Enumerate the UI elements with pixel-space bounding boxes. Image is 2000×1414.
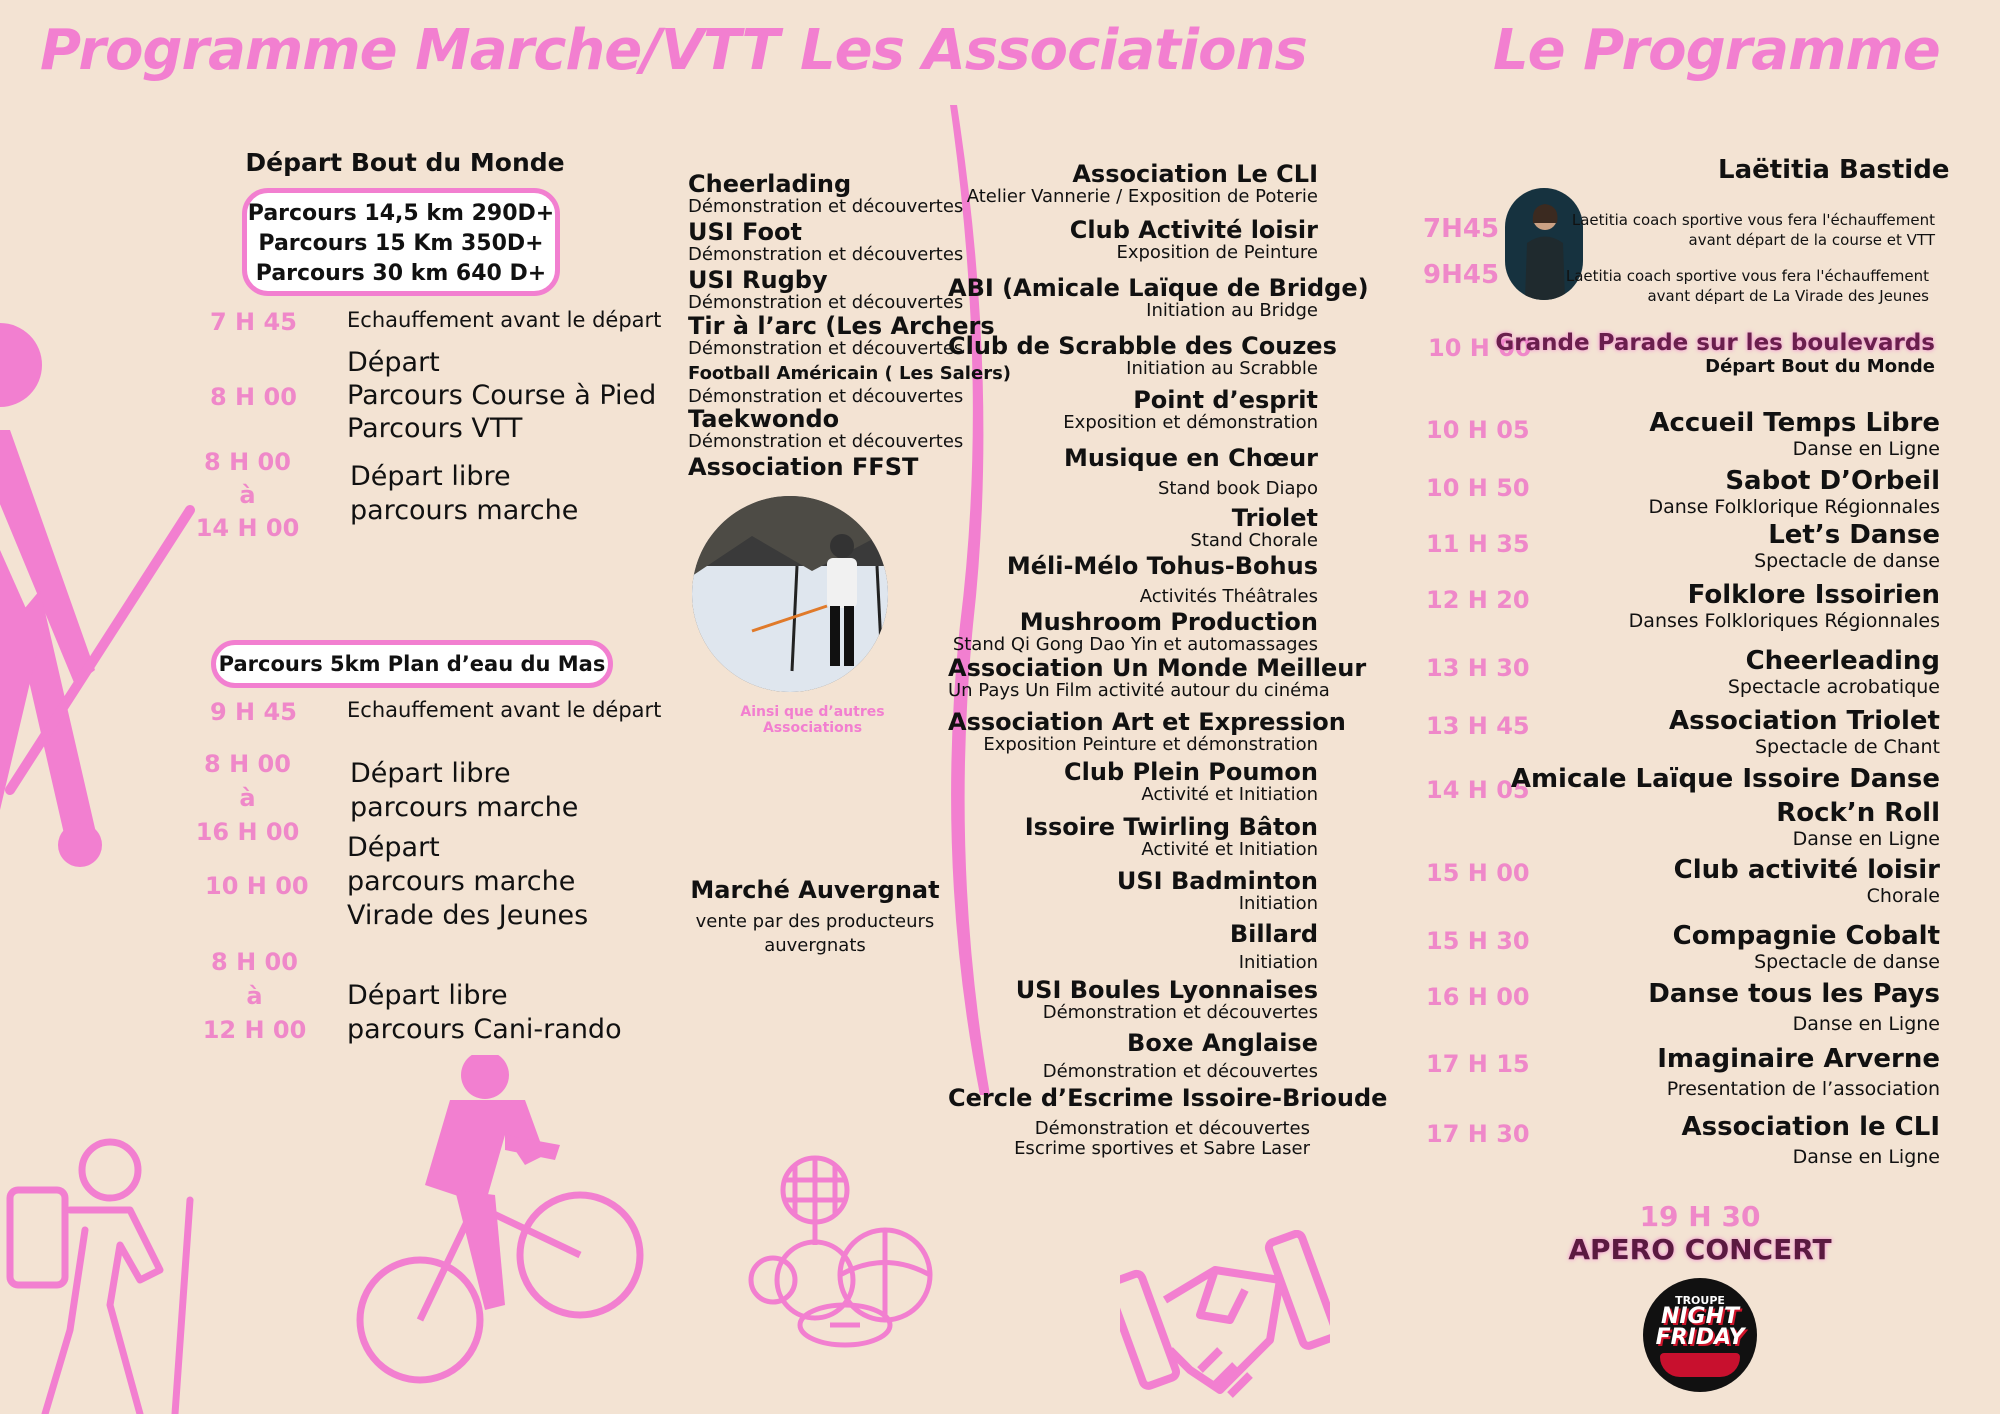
parade-sub: Départ Bout du Monde xyxy=(1705,356,1935,377)
assoc-desc: Initiation au Scrabble xyxy=(1126,358,1318,379)
schedule-line: Départ xyxy=(347,347,440,378)
time-range xyxy=(195,446,300,545)
title-programme-marche: Programme Marche/VTT xyxy=(40,18,779,83)
marche-auvergnat-title: Marché Auvergnat xyxy=(690,876,940,904)
programme-time: 12 H 20 xyxy=(1426,586,1530,614)
assoc-item xyxy=(948,1030,1318,1085)
assoc-item xyxy=(948,387,1318,445)
assoc-item xyxy=(948,217,1318,275)
schedule-line: Départ libre xyxy=(350,758,511,789)
programme-item xyxy=(1424,764,1940,857)
programme-time: 13 H 45 xyxy=(1426,712,1530,740)
programme-name: Club activité loisir xyxy=(1673,855,1940,885)
apero-title: APERO CONCERT xyxy=(1568,1233,1832,1266)
programme-item xyxy=(1424,706,1940,764)
time-line: à xyxy=(239,481,256,509)
programme-name: Rock’n Roll xyxy=(1776,798,1940,828)
assoc-name: ABI (Amicale Laïque de Bridge) xyxy=(948,274,1369,302)
handshake-icon xyxy=(1120,1230,1330,1414)
time-range xyxy=(202,945,307,1047)
title-le-programme: Le Programme xyxy=(1493,18,1940,83)
cyclist-icon xyxy=(355,1055,655,1395)
assoc-desc: Stand Qi Gong Dao Yin et automassages xyxy=(952,634,1318,655)
programme-item xyxy=(1424,466,1940,524)
programme-item xyxy=(1424,520,1940,584)
programme-name: Compagnie Cobalt xyxy=(1672,921,1940,951)
logo-text: NIGHT xyxy=(1660,1304,1740,1329)
assoc-item xyxy=(948,553,1318,609)
coach-name: Laëtitia Bastide xyxy=(1718,155,1950,185)
assoc-desc: Initiation xyxy=(1238,893,1318,914)
assoc-item xyxy=(948,505,1318,553)
programme-name: Folklore Issoirien xyxy=(1687,580,1940,610)
assoc-desc: Initiation au Bridge xyxy=(1146,300,1318,321)
assoc-desc: Démonstration et découvertes xyxy=(688,431,964,452)
schedule-text xyxy=(350,757,578,825)
programme-time: 13 H 30 xyxy=(1426,654,1530,682)
assoc-desc: Exposition et démonstration xyxy=(1063,412,1318,433)
programme-item xyxy=(1424,408,1940,466)
time-line: à xyxy=(239,784,256,812)
parcours-line: Parcours 14,5 km 290D+ xyxy=(247,201,555,226)
assoc-desc: Stand Chorale xyxy=(1190,530,1318,551)
hiker-outline-icon xyxy=(0,1130,200,1414)
time-label: 9 H 45 xyxy=(210,698,297,726)
schedule-text xyxy=(347,346,656,445)
assoc-desc: Activité et Initiation xyxy=(1141,839,1318,860)
programme-name: Sabot D’Orbeil xyxy=(1725,466,1940,496)
assoc-name: Tir à l’arc (Les Archers xyxy=(688,312,995,340)
assoc-name: Club de Scrabble des Couzes xyxy=(948,332,1337,360)
coach-line: avant départ de la course et VTT xyxy=(1688,231,1935,249)
marche-auvergnat xyxy=(690,876,940,958)
time-line: 8 H 00 xyxy=(211,948,298,976)
assoc-name: Triolet xyxy=(1231,504,1318,532)
programme-desc: Danse Folklorique Régionnales xyxy=(1648,496,1940,518)
assoc-name: Association Art et Expression xyxy=(948,708,1346,736)
desc-line: auvergnats xyxy=(764,935,866,956)
programme-name: Association Triolet xyxy=(1668,706,1940,736)
time-line: 16 H 00 xyxy=(195,818,300,846)
parade-time: 10 H 00 xyxy=(1428,334,1532,362)
logo-figures xyxy=(1660,1353,1740,1377)
schedule-text xyxy=(350,460,578,528)
assoc-name: USI Rugby xyxy=(688,266,828,294)
night-friday-logo xyxy=(1643,1278,1757,1392)
assoc-item xyxy=(948,1084,1388,1159)
time-label: 10 H 00 xyxy=(205,872,309,900)
programme-name: Amicale Laïque Issoire Danse xyxy=(1510,764,1940,794)
assoc-desc: Stand book Diapo xyxy=(1158,478,1318,499)
assoc-item xyxy=(948,759,1318,814)
assoc-desc: Démonstration et découvertes xyxy=(688,196,964,217)
skier-photo xyxy=(692,496,888,692)
assoc-item xyxy=(948,814,1318,868)
assoc-desc: Atelier Vannerie / Exposition de Poterie xyxy=(966,186,1318,207)
assoc-desc: Démonstration et découvertes xyxy=(1042,1061,1318,1082)
programme-time: 10 H 50 xyxy=(1426,474,1530,502)
programme-time: 17 H 30 xyxy=(1426,1120,1530,1148)
programme-desc: Spectacle de Chant xyxy=(1754,736,1940,758)
assoc-name: USI Badminton xyxy=(1116,867,1318,895)
time-label: 7 H 45 xyxy=(210,308,297,336)
assoc-name: Boxe Anglaise xyxy=(1127,1029,1318,1057)
assoc-desc: Démonstration et découvertes xyxy=(688,338,964,359)
assoc-desc: Initiation xyxy=(1238,952,1318,973)
parcours-box xyxy=(242,188,560,296)
schedule-line: parcours Cani-rando xyxy=(347,1014,622,1045)
assoc-name: Football Américain ( Les Salers) xyxy=(688,363,1012,384)
programme-desc: Danse en Ligne xyxy=(1792,828,1940,850)
time-line: 12 H 00 xyxy=(202,1016,307,1044)
assoc-name: Mushroom Production xyxy=(1019,608,1318,636)
schedule-text: Echauffement avant le départ xyxy=(347,308,662,332)
desc-line: vente par des producteurs xyxy=(695,911,935,932)
assoc-name: Club Activité loisir xyxy=(1069,216,1318,244)
programme-desc: Chorale xyxy=(1866,885,1940,907)
programme-desc: Presentation de l’association xyxy=(1666,1078,1940,1100)
assoc-desc: Démonstration et découvertes xyxy=(1034,1118,1310,1139)
assoc-item xyxy=(948,868,1318,921)
programme-desc: Danses Folkloriques Régionnales xyxy=(1628,610,1940,632)
programme-time: 14 H 05 xyxy=(1426,776,1530,804)
programme-name: Accueil Temps Libre xyxy=(1649,408,1940,438)
programme-name: Let’s Danse xyxy=(1768,520,1940,550)
programme-name: Cheerleading xyxy=(1745,646,1940,676)
assoc-item xyxy=(948,445,1318,505)
assoc-desc: Démonstration et découvertes xyxy=(688,292,964,313)
programme-item xyxy=(1424,646,1940,706)
programme-item xyxy=(1424,979,1940,1048)
programme-desc: Spectacle de danse xyxy=(1754,951,1940,973)
programme-time: 16 H 00 xyxy=(1426,983,1530,1011)
programme-name: Association le CLI xyxy=(1681,1112,1940,1142)
time-range xyxy=(195,747,300,849)
logo-text: TROUPE xyxy=(1675,1294,1725,1307)
schedule-text: Echauffement avant le départ xyxy=(347,698,662,722)
assoc-desc: Démonstration et découvertes xyxy=(688,244,964,265)
assoc-desc: Escrime sportives et Sabre Laser xyxy=(1014,1138,1310,1159)
marche-auvergnat-desc xyxy=(690,910,940,958)
programme-desc: Danse en Ligne xyxy=(1792,1013,1940,1035)
sports-balls-icon xyxy=(745,1150,935,1350)
parcours-line: Parcours 15 Km 350D+ xyxy=(258,231,544,256)
assoc-name: Cheerlading xyxy=(688,170,852,198)
programme-desc: Danse en Ligne xyxy=(1792,438,1940,460)
assoc-name: Billard xyxy=(1229,920,1318,948)
coach-line: Laetitia coach sportive vous fera l'échauffement xyxy=(1565,267,1929,285)
programme-name: Danse tous les Pays xyxy=(1648,979,1940,1009)
programme-time: 15 H 00 xyxy=(1426,859,1530,887)
schedule-line: parcours marche xyxy=(350,792,579,823)
assoc-name: Méli-Mélo Tohus-Bohus xyxy=(1006,552,1318,580)
assoc-item xyxy=(948,609,1318,655)
time-line: à xyxy=(246,982,263,1010)
apero-time: 19 H 30 xyxy=(1639,1200,1761,1233)
schedule-line: parcours marche xyxy=(350,495,579,526)
assoc-name: USI Boules Lyonnaises xyxy=(1015,976,1318,1004)
assoc-name: Taekwondo xyxy=(688,405,840,433)
schedule-line: Départ xyxy=(347,832,440,863)
assoc-item xyxy=(948,977,1318,1030)
assoc-item xyxy=(948,274,1369,333)
coach-text xyxy=(1572,210,1935,250)
assoc-name: Association FFST xyxy=(688,453,919,481)
programme-desc: Spectacle acrobatique xyxy=(1727,676,1940,698)
programme-time: 15 H 30 xyxy=(1426,927,1530,955)
time-label: 8 H 00 xyxy=(210,383,297,411)
assoc-name: Cercle d’Escrime Issoire-Brioude xyxy=(948,1084,1388,1112)
parcours-line: Parcours 30 km 640 D+ xyxy=(255,261,547,286)
assoc-right-list xyxy=(948,160,1388,1159)
assoc-desc: Exposition Peinture et démonstration xyxy=(983,734,1318,755)
programme-time: 11 H 35 xyxy=(1426,530,1530,558)
assoc-desc: Exposition de Peinture xyxy=(1116,242,1318,263)
other-associations-note: Ainsi que d’autres Associations xyxy=(740,704,885,736)
parade xyxy=(1495,330,1935,377)
assoc-name: Association Le CLI xyxy=(1072,160,1318,188)
schedule-text xyxy=(347,831,588,933)
programme-list xyxy=(1424,408,1940,1172)
assoc-desc: Démonstration et découvertes xyxy=(688,386,964,407)
schedule-line: parcours marche xyxy=(347,866,576,897)
programme-time: 10 H 05 xyxy=(1426,416,1530,444)
schedule-text xyxy=(347,979,622,1047)
schedule-line: Départ libre xyxy=(347,980,508,1011)
coach-time: 9H45 xyxy=(1423,260,1500,290)
hiker-silhouette-icon xyxy=(0,290,200,870)
coach-time: 7H45 xyxy=(1423,214,1500,244)
programme-item xyxy=(1424,1044,1940,1112)
assoc-desc: Démonstration et découvertes xyxy=(1042,1002,1318,1023)
programme-desc: Spectacle de danse xyxy=(1754,550,1940,572)
programme-item xyxy=(1424,1112,1940,1172)
schedule-line: Parcours VTT xyxy=(347,413,523,444)
assoc-item xyxy=(948,332,1337,387)
programme-item xyxy=(1424,857,1940,923)
assoc-name: Association Un Monde Meilleur xyxy=(948,654,1367,682)
coach-text xyxy=(1566,266,1929,306)
coach-line: avant départ de La Virade des Jeunes xyxy=(1647,287,1929,305)
parade-name: Grande Parade sur les boulevards xyxy=(1495,330,1935,356)
time-line: 8 H 00 xyxy=(204,750,291,778)
assoc-name: USI Foot xyxy=(688,218,802,246)
plan-eau-box: Parcours 5km Plan d’eau du Mas xyxy=(211,640,613,688)
assoc-name: Musique en Chœur xyxy=(1064,444,1318,472)
assoc-item xyxy=(948,654,1367,709)
time-line: 8 H 00 xyxy=(204,448,291,476)
programme-item xyxy=(1424,580,1940,646)
time-line: 14 H 00 xyxy=(195,514,300,542)
programme-name: Imaginaire Arverne xyxy=(1657,1044,1940,1074)
logo-text: FRIDAY xyxy=(1655,1325,1745,1350)
schedule-line: Départ libre xyxy=(350,461,511,492)
assoc-item xyxy=(948,161,1318,217)
assoc-name: Point d’esprit xyxy=(1133,386,1318,414)
assoc-desc: Activités Théâtrales xyxy=(1139,586,1318,607)
depart-title: Départ Bout du Monde xyxy=(245,148,565,177)
assoc-item xyxy=(948,921,1318,977)
title-associations: Les Associations xyxy=(800,18,1307,83)
assoc-name: Issoire Twirling Bâton xyxy=(1024,813,1318,841)
programme-item xyxy=(1424,923,1940,983)
assoc-item xyxy=(948,708,1346,759)
schedule-line: Parcours Course à Pied xyxy=(347,380,657,411)
assoc-desc: Un Pays Un Film activité autour du cinéma xyxy=(948,680,1330,701)
assoc-desc: Activité et Initiation xyxy=(1141,784,1318,805)
schedule-line: Virade des Jeunes xyxy=(347,900,589,931)
programme-time: 17 H 15 xyxy=(1426,1050,1530,1078)
coach-line: Laetitia coach sportive vous fera l'échauffement xyxy=(1571,211,1935,229)
programme-desc: Danse en Ligne xyxy=(1792,1146,1940,1168)
assoc-name: Club Plein Poumon xyxy=(1064,758,1318,786)
apero-block xyxy=(1560,1200,1840,1266)
